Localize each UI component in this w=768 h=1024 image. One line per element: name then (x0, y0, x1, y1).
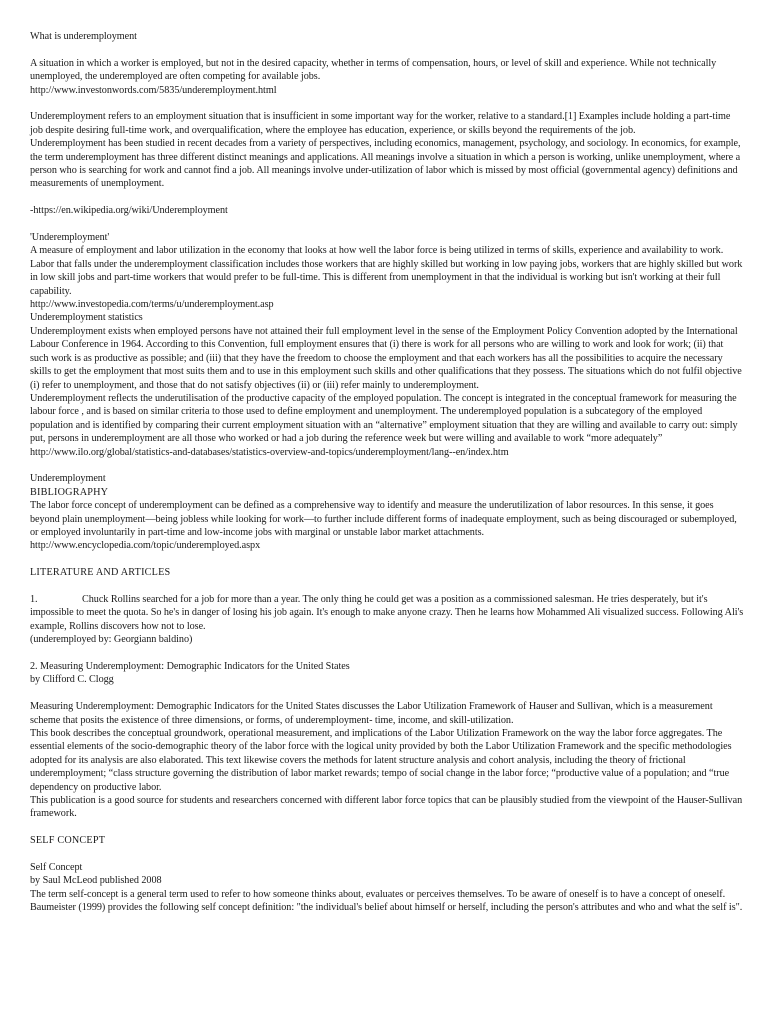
literature-item-1-source: (underemployed by: Georgiann baldino) (30, 634, 193, 646)
literature-item-2-title: 2. Measuring Underemployment: Demographic Indicators for the United States (30, 660, 350, 672)
self-concept-heading: SELF CONCEPT (30, 835, 106, 847)
self-concept-byline: by Saul McLeod published 2008 (30, 875, 162, 887)
spacer (30, 191, 744, 204)
source-link: http://www.ilo.org/global/statistics-and-databases/statistics-overview-and-topics/underemployment/lang--en/index.htm (30, 446, 509, 458)
encyclopedia-paragraph: The labor force concept of underemployment can be defined as a comprehensive way to identify and measure the underutilization of labor resources. In this sense, it goes beyond plain unemployment—being jobless while looking for work—to further include different forms of inadequate employment, such as being discouraged or subemployed, or employed involuntarily in part-time and low-income jobs with marginal or unstable labor market attachments. (30, 500, 737, 538)
source-link: http://www.investonwords.com/5835/underemployment.html (30, 84, 277, 96)
list-number: 1. (30, 593, 38, 605)
spacer (30, 218, 744, 231)
investopedia-paragraph: A measure of employment and labor utilization in the economy that looks at how well the labor force is being utilized in terms of skills, experience and availability to work. Labor that falls under the underemployment classification includes those workers that are highly skilled but working in low paying jobs, workers that are highly skilled but work in low skill jobs and part-time workers that would prefer to be full-time. This is different from unemployment in that the individual is working but isn't working at their full capability. (30, 245, 743, 297)
investopedia-title: 'Underemployment' (30, 232, 110, 244)
source-link: -https://en.wikipedia.org/wiki/Underemployment (30, 205, 228, 217)
self-concept-paragraph-1: The term self-concept is a general term used to refer to how someone thinks about, evaluates or perceives themselves. To be aware of oneself is to have a concept of oneself. (30, 888, 726, 900)
self-concept-paragraph-2: Baumeister (1999) provides the following self concept definition: "the individual's belief about himself or herself, including the person's attributes and who and what the self is". (30, 902, 743, 914)
section-title-what-is-underemployment: What is underemployment (30, 31, 137, 42)
document-page (30, 30, 744, 915)
literature-item-2-paragraph-1: Measuring Underemployment: Demographic Indicators for the United States discusses the Labor Utilization Framework of Hauser and Sullivan, which is a measurement scheme that posits the existence of three dimensions, or forms, of underemployment- time, income, and skill-utilization. (30, 701, 713, 726)
spacer (30, 580, 744, 593)
spacer (30, 821, 744, 834)
bibliography-heading: BIBLIOGRAPHY (30, 486, 109, 498)
encyclopedia-title: Underemployment (30, 473, 106, 485)
definition-paragraph: A situation in which a worker is employed, but not in the desired capacity, whether in terms of compensation, hours, or level of skill and experience. While not technically unemployed, the underemployed are often competing for available jobs. (30, 57, 717, 83)
literature-item-2-author: by Clifford C. Clogg (30, 674, 114, 686)
spacer (30, 553, 744, 566)
spacer (30, 647, 744, 660)
statistics-paragraph-2: Underemployment reflects the underutilisation of the productive capacity of the employed population. The concept is integrated in the conceptual framework for measuring the labour force , and is based on similar criteria to those used to define employment and unemployment. The underemployed population is a subcategory of the employed population and is identified by comparing their current employment situation with an “alternative” employment situation that they are willing and available to carry out: simply put, persons in underemployment are all those who worked or had a job during the reference week but were willing and available to work “more adequately” (30, 392, 738, 445)
wikipedia-paragraph-2: Underemployment has been studied in recent decades from a variety of perspectives, including economics, management, psychology, and sociology. In economics, for example, the term underemployment has three different distinct meanings and applications. All meanings involve a situation in which a person is working, unlike unemployment, where a person who is searching for work and cannot find a job. All meanings involve under-utilization of labor which is missed by most official (governmental agency) definitions and measurements of unemployment. (30, 138, 741, 190)
literature-item-2-paragraph-2: This book describes the conceptual groundwork, operational measurement, and implications of the Labor Utilization Framework on the way the labor force aggregates. The essential elements of the socio-demographic theory of the labor force with the logical unity provided by both the Labor Utilization Framework and the specific methodologies adopted for its analysis are also elaborated. This text likewise covers the methods for latent structure analysis and cohort analysis, including the theory of frictional underemployment; “class structure governing the distribution of labor market rewards; tempo of social change in the labor force; “productive value of a population; and “true dependency on productive labor. (30, 727, 732, 793)
statistics-paragraph-1: Underemployment exists when employed persons have not attained their full employment level in the sense of the Employment Policy Convention adopted by the International Labour Conference in 1964. According to this Convention, full employment ensures that (i) there is work for all persons who are willing to work and look for work; (ii) that such work is as productive as possible; and (iii) that they have the freedom to choose the employment and that each workers has all the possibilities to acquire the necessary skills to get the employment that most suits them and to use in this employment such skills and other qualifications that they possess. The situations which do not fulfil objective (i) refer to unemployment, and those that do not satisfy objectives (ii) or (iii) refer mainly to underemployment. (30, 325, 742, 391)
spacer (30, 43, 744, 56)
wikipedia-paragraph-1: Underemployment refers to an employment situation that is insufficient in some important way for the worker, relative to a standard.[1] Examples include holding a part-time job despite desiring full-time work, and overqualification, where the employee has education, experience, or skills beyond the requirements of the job. (30, 111, 731, 136)
self-concept-title: Self Concept (30, 862, 83, 874)
literature-item-1-body: Chuck Rollins searched for a job for more than a year. The only thing he could get was a position as a commissioned salesman. He tries desperately, but it's impossible to meet the quota. So he's in danger of losing his job again. It's enough to make anyone crazy. Then he learns how Mohammed Ali visualized success. Following Ali's example, Rollins discovers how not to lose. (30, 593, 744, 632)
spacer (30, 97, 744, 110)
source-link: http://www.investopedia.com/terms/u/underemployment.asp (30, 299, 274, 311)
spacer (30, 459, 744, 472)
spacer (30, 687, 744, 700)
spacer (30, 848, 744, 861)
source-link: http://www.encyclopedia.com/topic/underemployed.aspx (30, 540, 261, 552)
literature-item-1 (30, 593, 744, 633)
statistics-title: Underemployment statistics (30, 312, 143, 324)
literature-item-2-paragraph-3: This publication is a good source for students and researchers concerned with different labor force topics that can be plausibly studied from the viewpoint of the Hauser-Sullivan framework. (30, 795, 743, 820)
literature-heading: LITERATURE AND ARTICLES (30, 567, 171, 579)
